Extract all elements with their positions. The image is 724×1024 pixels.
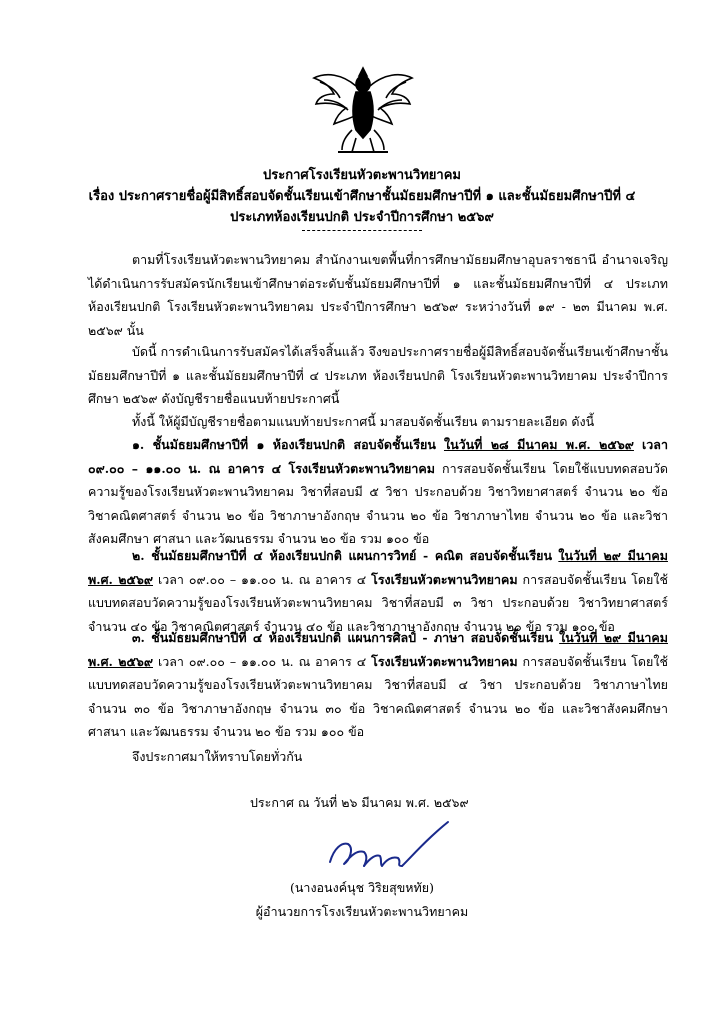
item-date: ในวันที่ ๒๘ มีนาคม พ.ศ. ๒๕๖๙ (443, 437, 634, 452)
item-time-place: เวลา ๐๙.๐๐ – ๑๑.๐๐ น. ณ อาคาร ๔ โรงเรียนหัวตะพานวิทยาคม (88, 437, 668, 476)
item-detail: การสอบจัดชั้นเรียน โดยใช้แบบทดสอบวัดความรู้ของโรงเรียนหัวตะพานวิทยาคม วิชาที่สอบมี ๕ วิชา ประกอบด้วย วิชาวิทยาศาสตร์ จำนวน ๒๐ ข้อ วิชาคณิตศาสตร์ จำนวน ๒๐ ข้อ วิชาภาษาอังกฤษ จำนวน ๒๐ ข้อ วิชาภาษาไทย จำนวน ๒๐ ข้อ และวิชาสังคมศึกษา ศาสนา และวัฒนธรรม จำนวน ๒๐ ข้อ รวม ๑๐๐ ข้อ (88, 460, 668, 546)
signer-name: (นางอนงค์นุช วิริยสุขหทัย) (290, 880, 434, 895)
closing-sentence: จึงประกาศมาให้ทราบโดยทั่วกัน (132, 749, 303, 764)
list-item-grade1 (88, 433, 668, 551)
item-school: โรงเรียนหัวตะพานวิทยาคม (371, 571, 518, 587)
item-date: ในวันที่ ๒๙ มีนาคม พ.ศ. ๒๕๖๙ (88, 548, 668, 587)
item-date: ในวันที่ ๒๙ มีนาคม พ.ศ. ๒๕๖๙ (88, 630, 668, 669)
garuda-emblem-icon (312, 64, 414, 156)
intro-paragraph: ตามที่โรงเรียนหัวตะพานวิทยาคม สำนักงานเขตพื้นที่การศึกษามัธยมศึกษาอุบลราชธานี อำนาจเจริญ ได้ดำเนินการรับสมัครนักเรียนเข้าศึกษาต่อระดับชั้นมัธยมศึกษาปีที่ ๑ และชั้นมัธยมศึกษาปีที่ ๔ ประเภท ห้องเรียนปกติ โรงเรียนหัวตะพานวิทยาคม ประจำปีการศึกษา ๒๕๖๙ ระหว่างวันที่ ๑๙ - ๒๓ มีนาคม พ.ศ. ๒๕๖๙ นั้น (88, 252, 668, 338)
header-divider (302, 230, 422, 231)
item-detail: การสอบจัดชั้นเรียน โดยใช้แบบทดสอบวัดความรู้ของโรงเรียนหัวตะพานวิทยาคม วิชาที่สอบมี ๓ วิชา ประกอบด้วย วิชาวิทยาศาสตร์ จำนวน ๔๐ ข้อ วิชาคณิตศาสตร์ จำนวน ๔๐ ข้อ และวิชาภาษาอังกฤษ จำนวน ๒๐ ข้อ รวม ๑๐๐ ข้อ (88, 571, 668, 634)
item-detail: การสอบจัดชั้นเรียน โดยใช้แบบทดสอบวัดความรู้ของโรงเรียนหัวตะพานวิทยาคม วิชาที่สอบมี ๔ วิชา ประกอบด้วย วิชาภาษาไทย จำนวน ๓๐ ข้อ วิชาภาษาอังกฤษ จำนวน ๓๐ ข้อ วิชาคณิตศาสตร์ จำนวน ๒๐ ข้อ และวิชาสังคมศึกษา ศาสนา และวัฒนธรรม จำนวน ๒๐ ข้อ รวม ๑๐๐ ข้อ (88, 653, 668, 739)
item-heading: ๒. ชั้นมัธยมศึกษาปีที่ ๔ ห้องเรียนปกติ แผนการวิทย์ - คณิต สอบจัดชั้นเรียน (132, 548, 553, 563)
item-time-place: เวลา ๐๙.๐๐ – ๑๑.๐๐ น. ณ อาคาร ๔ (157, 571, 367, 587)
announcement-title: ประกาศโรงเรียนหัวตะพานวิทยาคม (263, 168, 461, 183)
list-item-grade4-science (88, 544, 668, 638)
signer-position: ผู้อำนวยการโรงเรียนหัวตะพานวิทยาคม (255, 904, 469, 919)
announcement-date: ประกาศ ณ วันที่ ๒๖ มีนาคม พ.ศ. ๒๕๖๙ (250, 795, 469, 810)
item-time-place: เวลา ๐๙.๐๐ – ๑๑.๐๐ น. ณ อาคาร ๔ (157, 653, 367, 669)
item-school: โรงเรียนหัวตะพานวิทยาคม (371, 653, 518, 669)
announcement-subject: เรื่อง ประกาศรายชื่อผู้มีสิทธิ์สอบจัดชั้นเรียนเข้าศึกษาชั้นมัธยมศึกษาปีที่ ๑ และชั้นมัธยมศึกษาปีที่ ๔ (88, 189, 636, 204)
announce-paragraph: บัดนี้ การดำเนินการรับสมัครได้เสร็จสิ้นแล้ว จึงขอประกาศรายชื่อผู้มีสิทธิ์สอบจัดชั้นเรียนเข้าศึกษาชั้นมัธยมศึกษาปีที่ ๑ และชั้นมัธยมศึกษาปีที่ ๔ ประเภท ห้องเรียนปกติ โรงเรียนหัวตะพานวิทยาคม ประจำปีการศึกษา ๒๕๖๙ ดังบัญชีรายชื่อแนบท้ายประกาศนี้ (88, 344, 668, 406)
list-item-grade4-arts (88, 626, 668, 744)
handwritten-signature-icon (324, 818, 454, 878)
list-intro: ทั้งนี้ ให้ผู้มีบัญชีรายชื่อตามแนบท้ายประกาศนี้ มาสอบจัดชั้นเรียน ตามรายละเอียด ดังนี้ (132, 414, 595, 429)
item-heading: ๑. ชั้นมัธยมศึกษาปีที่ ๑ ห้องเรียนปกติ สอบจัดชั้นเรียน (132, 437, 436, 452)
item-heading: ๓. ชั้นมัธยมศึกษาปีที่ ๔ ห้องเรียนปกติ แผนการศิลป์ - ภาษา สอบจัดชั้นเรียน (132, 630, 554, 645)
announcement-subject-cont: ประเภทห้องเรียนปกติ ประจำปีการศึกษา ๒๕๖๙ (230, 210, 494, 225)
